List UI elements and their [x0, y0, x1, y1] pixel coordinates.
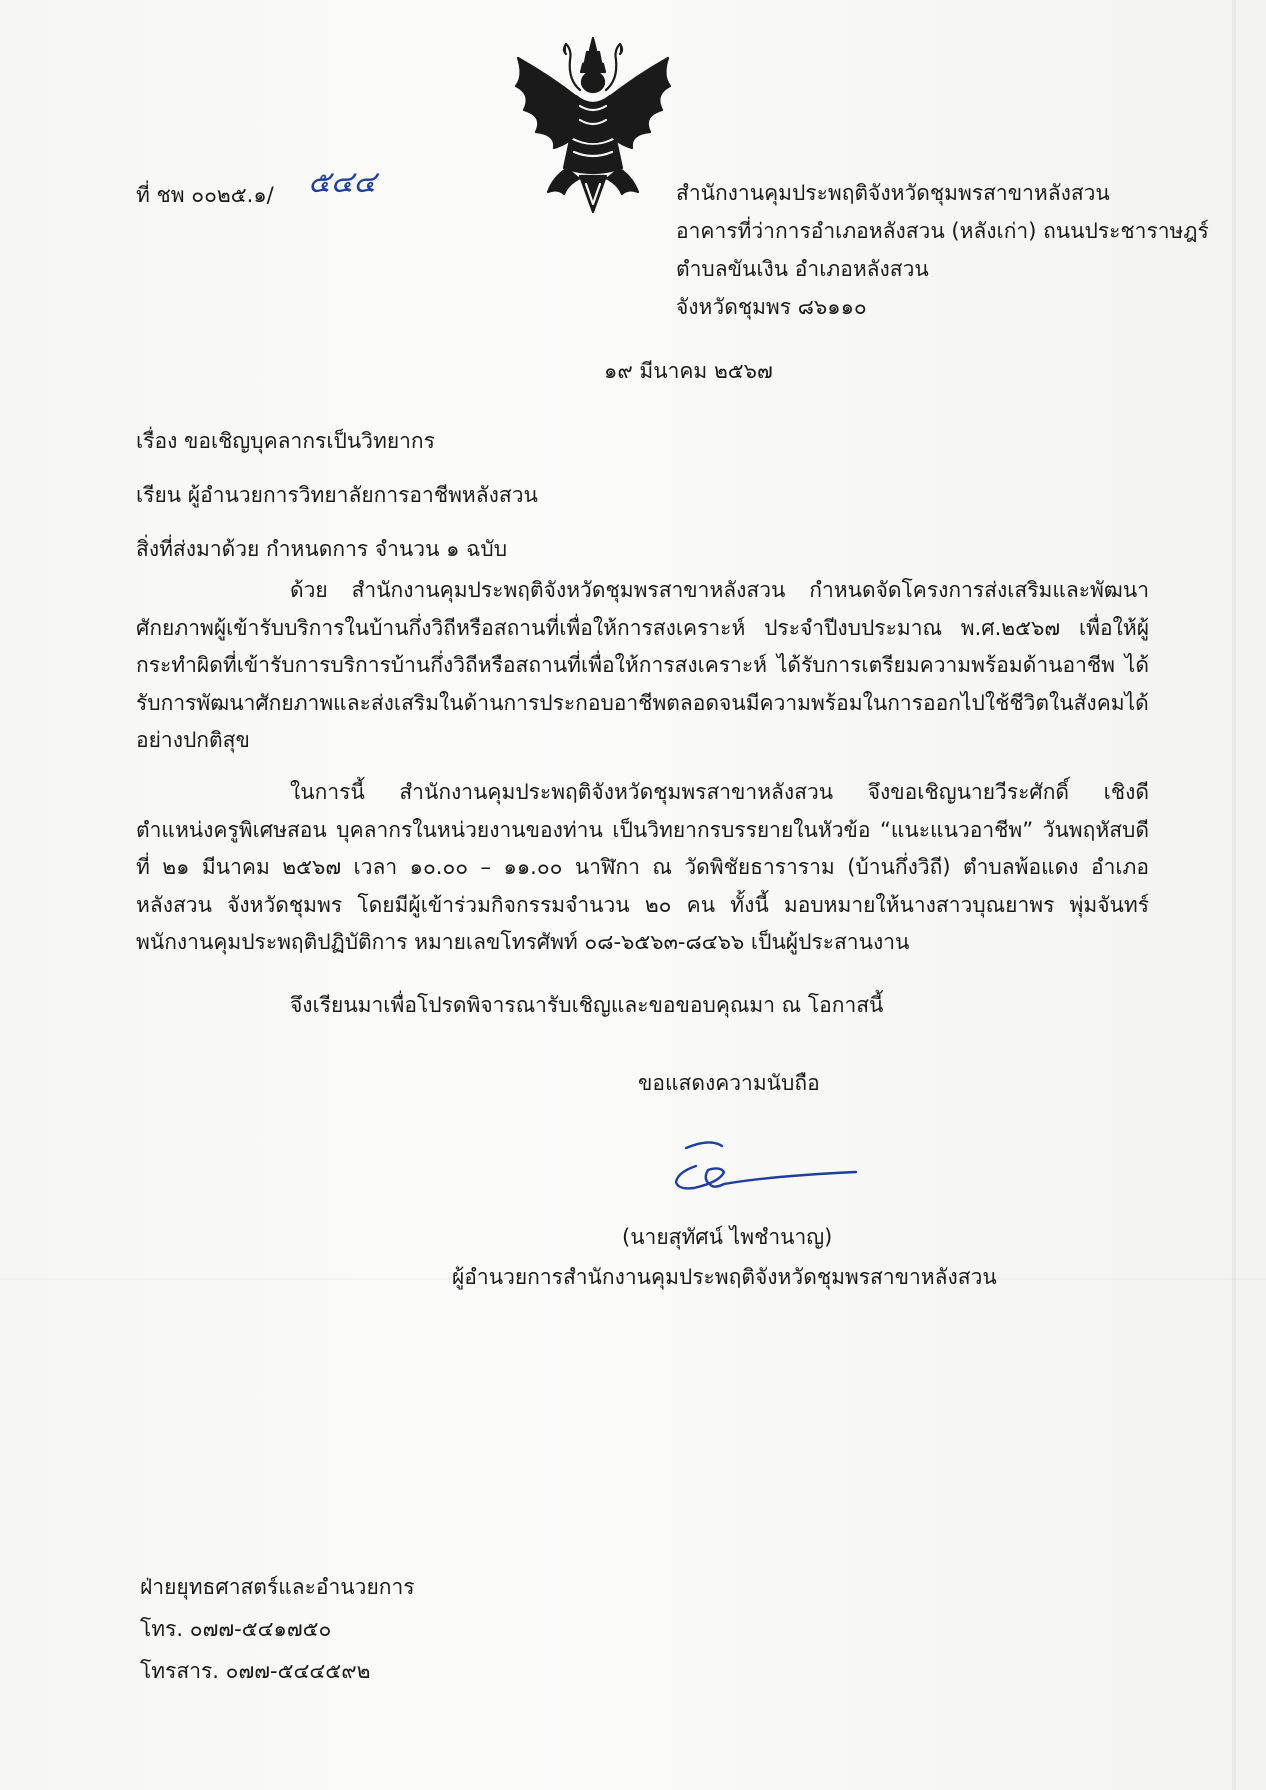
document-number-label: ที่ ชพ ๐๐๒๕.๑/: [136, 183, 274, 207]
handwritten-document-number: ๕๔๔: [308, 165, 377, 200]
paper-fold-line: [1232, 0, 1236, 1790]
footer-department: ฝ่ายยุทธศาสตร์และอำนวยการ: [140, 1575, 415, 1599]
body-paragraph: ในการนี้ สำนักงานคุมประพฤติจังหวัดชุมพรสาขาหลังสวน จึงขอเชิญนายวีระศักดิ์ เชิงดี ตำแหน่งครูพิเศษสอน บุคลากรในหน่วยงานของท่าน เป็นวิทยากรบรรยายในหัวข้อ “แนะแนวอาชีพ” วันพฤหัสบดี ที่ ๒๑ มีนาคม ๒๕๖๗ เวลา ๑๐.๐๐ – ๑๑.๐๐ นาฬิกา ณ วัดพิชัยธาราราม (บ้านกึ่งวิถี) ตำบลพ้อแดง อำเภอหลังสวน จังหวัดชุมพร โดยมีผู้เข้าร่วมกิจกรรมจำนวน ๒๐ คน ทั้งนี้ มอบหมายให้นางสาวบุณยาพร พุ่มจันทร์ พนักงานคุมประพฤติปฏิบัติการ หมายเลขโทรศัพท์ ๐๘-๖๕๖๓-๘๔๖๖ เป็นผู้ประสานงาน: [136, 780, 1149, 954]
closing-phrase: ขอแสดงความนับถือ: [638, 1071, 820, 1095]
footer-phone: โทร. ๐๗๗-๕๔๑๗๕๐: [140, 1617, 332, 1641]
letter-recipient: เรียน ผู้อำนวยการวิทยาลัยการอาชีพหลังสวน: [136, 483, 538, 507]
letter-subject: เรื่อง ขอเชิญบุคลากรเป็นวิทยากร: [136, 429, 435, 453]
letter-enclosure: สิ่งที่ส่งมาด้วย กำหนดการ จำนวน ๑ ฉบับ: [136, 537, 508, 561]
body-paragraph: จึงเรียนมาเพื่อโปรดพิจารณารับเชิญและขอขอบคุณมา ณ โอกาสนี้: [290, 993, 884, 1017]
letter-date: ๑๙ มีนาคม ๒๕๖๗: [604, 359, 773, 383]
handwritten-signature: [650, 1136, 860, 1206]
sender-address-line: สำนักงานคุมประพฤติจังหวัดชุมพรสาขาหลังสวน: [676, 181, 1110, 205]
sender-address-line: ตำบลขันเงิน อำเภอหลังสวน: [676, 257, 929, 281]
body-paragraph: ด้วย สำนักงานคุมประพฤติจังหวัดชุมพรสาขาหลังสวน กำหนดจัดโครงการส่งเสริมและพัฒนาศักยภาพผู้เข้ารับบริการในบ้านกึ่งวิถีหรือสถานที่เพื่อให้การสงเคราะห์ ประจำปีงบประมาณ พ.ศ.๒๕๖๗ เพื่อให้ผู้กระทำผิดที่เข้ารับการบริการบ้านกึ่งวิถีหรือสถานที่เพื่อให้การสงเคราะห์ ได้รับการเตรียมความพร้อมด้านอาชีพ ได้รับการพัฒนาศักยภาพและส่งเสริมในด้านการประกอบอาชีพตลอดจนมีความพร้อมในการออกไปใช้ชีวิตในสังคมได้อย่างปกติสุข: [136, 578, 1149, 752]
sender-address-line: จังหวัดชุมพร ๘๖๑๑๐: [676, 295, 867, 319]
sender-address-line: อาคารที่ว่าการอำเภอหลังสวน (หลังเก่า) ถนนประชาราษฎร์: [676, 219, 1209, 243]
garuda-emblem: [510, 36, 676, 214]
signer-name: (นายสุทัศน์ ไพชำนาญ): [622, 1225, 833, 1249]
signer-title: ผู้อำนวยการสำนักงานคุมประพฤติจังหวัดชุมพรสาขาหลังสวน: [452, 1265, 997, 1289]
footer-fax: โทรสาร. ๐๗๗-๕๔๔๕๙๒: [140, 1659, 371, 1683]
